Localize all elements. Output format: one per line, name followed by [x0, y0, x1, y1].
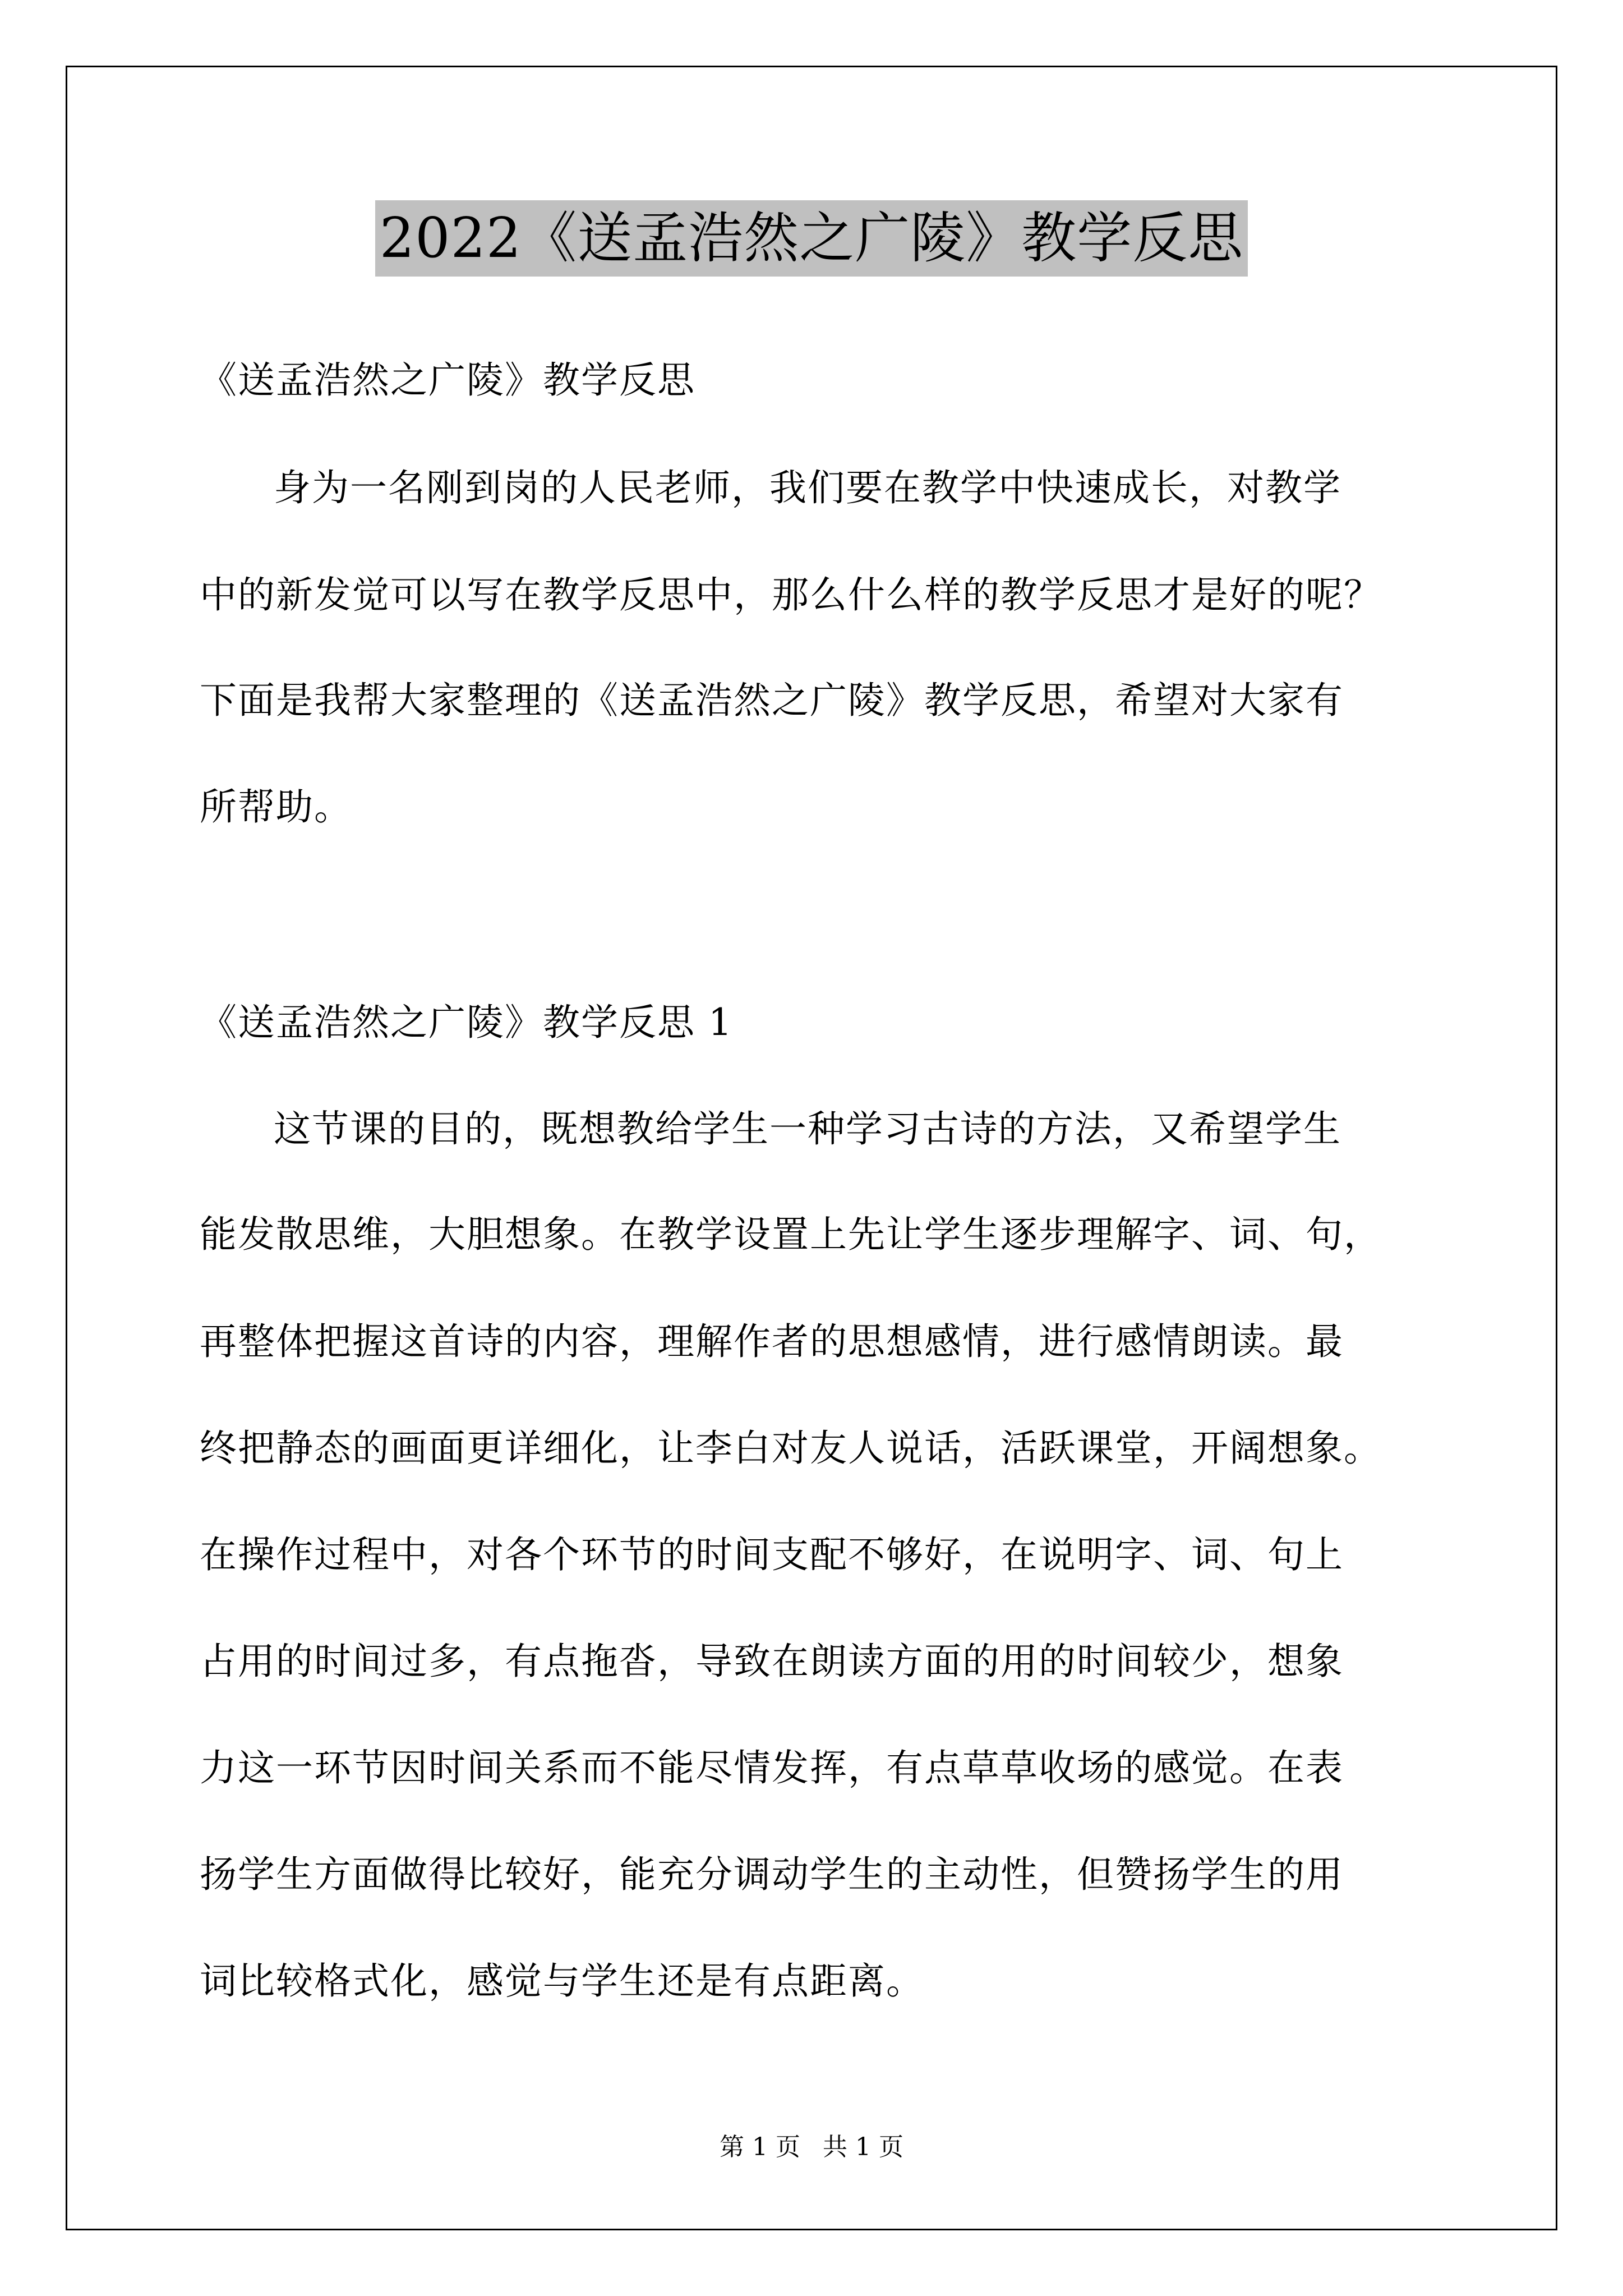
body-line: 扬学生方面做得比较好，能充分调动学生的主动性，但赞扬学生的用: [200, 1853, 1344, 1896]
body-line: 终把静态的画面更详细化，让李白对友人说话，活跃课堂，开阔想象。: [200, 1427, 1382, 1470]
body-line: 这节课的目的，既想教给学生一种学习古诗的方法，又希望学生: [274, 1107, 1341, 1151]
intro-line: 下面是我帮大家整理的《送孟浩然之广陵》教学反思，希望对大家有: [200, 679, 1344, 722]
page-number: 第 1 页: [720, 2133, 800, 2161]
body-line: 词比较格式化，感觉与学生还是有点距离。: [200, 1959, 924, 2003]
intro-line: 所帮助。: [200, 785, 352, 829]
intro-line: 中的新发觉可以写在教学反思中，那么什么样的教学反思才是好的呢？: [200, 573, 1382, 616]
body-line: 能发散思维，大胆想象。在教学设置上先让学生逐步理解字、词、句，: [200, 1213, 1382, 1256]
document-subtitle: 《送孟浩然之广陵》教学反思: [200, 358, 695, 402]
page-count: 共 1 页: [823, 2133, 903, 2161]
body-line: 占用的时间过多，有点拖沓，导致在朗读方面的用的时间较少，想象: [200, 1640, 1344, 1683]
section-heading: 《送孟浩然之广陵》教学反思 1: [200, 1001, 733, 1044]
body-line: 再整体把握这首诗的内容，理解作者的思想感情，进行感情朗读。最: [200, 1320, 1344, 1363]
intro-line: 身为一名刚到岗的人民老师，我们要在教学中快速成长，对教学: [274, 466, 1341, 509]
document-title: 2022《送孟浩然之广陵》教学反思: [375, 200, 1248, 277]
title-container: [0, 200, 1623, 277]
body-line: 在操作过程中，对各个环节的时间支配不够好，在说明字、词、句上: [200, 1533, 1344, 1576]
page-footer: [0, 2131, 1623, 2164]
body-line: 力这一环节因时间关系而不能尽情发挥，有点草草收场的感觉。在表: [200, 1746, 1344, 1789]
